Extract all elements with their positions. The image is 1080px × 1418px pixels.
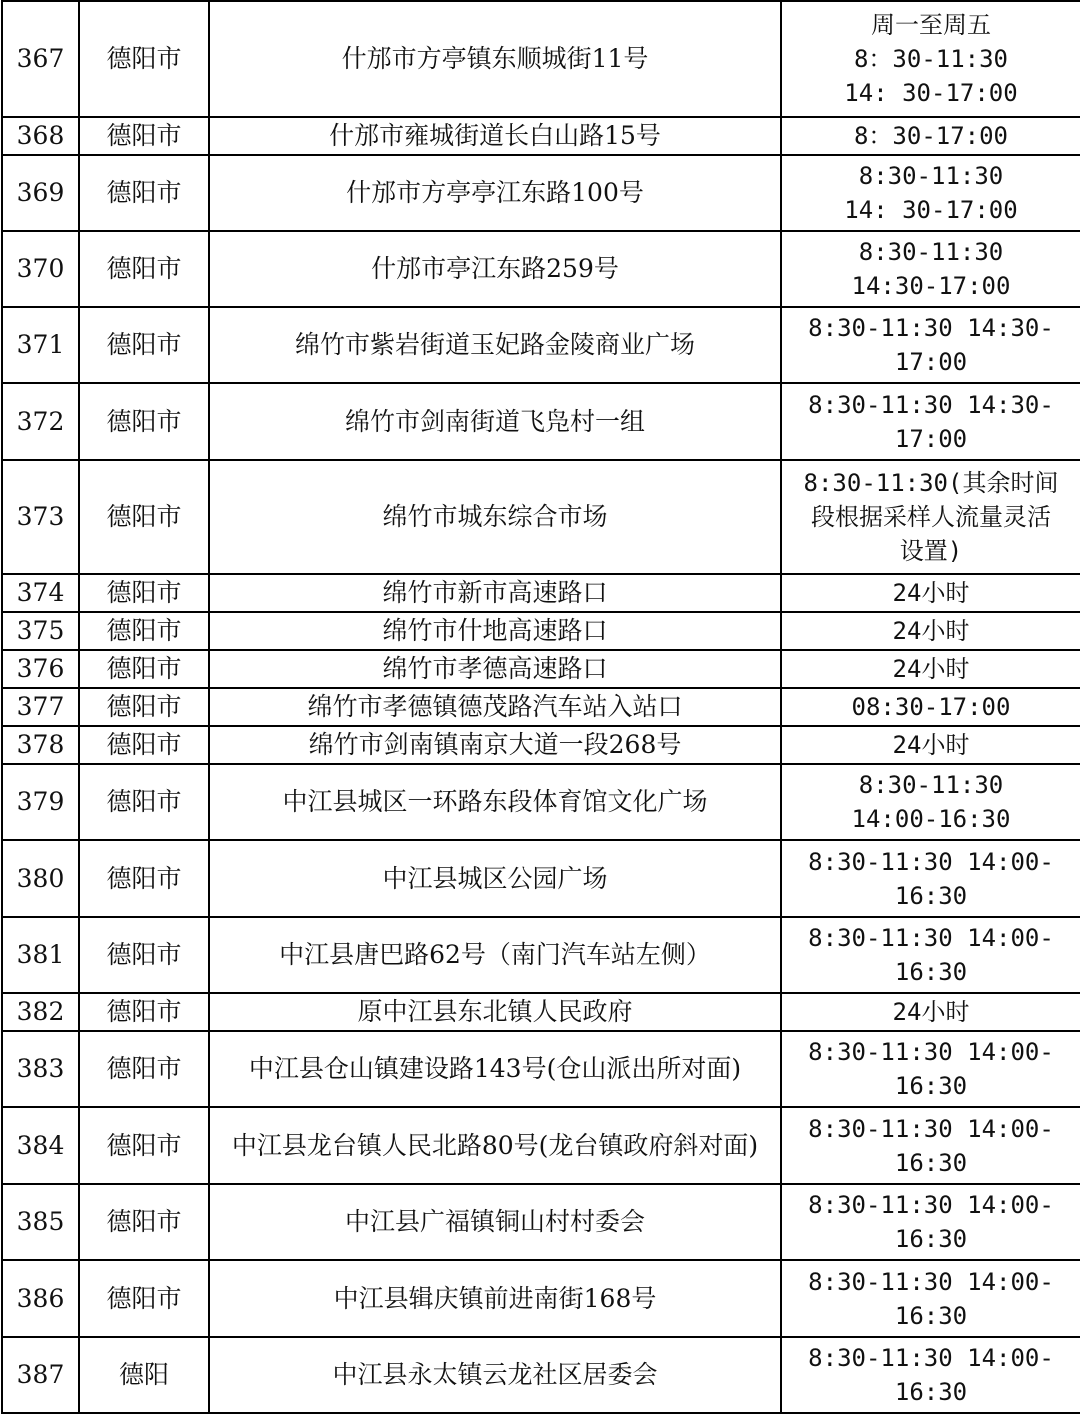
row-city: 德阳市 bbox=[79, 1260, 209, 1337]
row-number: 368 bbox=[2, 117, 79, 155]
sampling-sites-table bbox=[1, 0, 1080, 1414]
row-number: 372 bbox=[2, 383, 79, 460]
row-city: 德阳市 bbox=[79, 231, 209, 307]
row-hours: 8:30-11:30 14:00- 16:30 bbox=[781, 1107, 1080, 1184]
row-address: 中江县城区一环路东段体育馆文化广场 bbox=[209, 764, 781, 840]
table-row bbox=[2, 726, 1080, 764]
row-number: 378 bbox=[2, 726, 79, 764]
row-city: 德阳市 bbox=[79, 1, 209, 117]
row-number: 370 bbox=[2, 231, 79, 307]
table-row bbox=[2, 1, 1080, 117]
row-city: 德阳市 bbox=[79, 688, 209, 726]
table-row bbox=[2, 840, 1080, 917]
row-hours: 8:30-11:30 14:00- 16:30 bbox=[781, 1337, 1080, 1413]
table-row bbox=[2, 688, 1080, 726]
row-hours: 24小时 bbox=[781, 726, 1080, 764]
table-row bbox=[2, 1260, 1080, 1337]
row-hours: 8:30-11:30 14:00- 16:30 bbox=[781, 840, 1080, 917]
row-hours: 8:30-11:30(其余时间 段根据采样人流量灵活 设置) bbox=[781, 460, 1080, 574]
row-hours: 8:30-11:30 14:00- 16:30 bbox=[781, 917, 1080, 993]
table-row bbox=[2, 1107, 1080, 1184]
row-city: 德阳市 bbox=[79, 764, 209, 840]
row-number: 386 bbox=[2, 1260, 79, 1337]
table-row bbox=[2, 1031, 1080, 1107]
table-row bbox=[2, 764, 1080, 840]
row-city: 德阳市 bbox=[79, 155, 209, 231]
row-city: 德阳 bbox=[79, 1337, 209, 1413]
row-number: 379 bbox=[2, 764, 79, 840]
table-body bbox=[2, 1, 1080, 1413]
row-hours: 8:30-11:30 14:00-16:30 bbox=[781, 764, 1080, 840]
row-hours: 8:30-11:30 14:00- 16:30 bbox=[781, 1031, 1080, 1107]
row-address: 绵竹市城东综合市场 bbox=[209, 460, 781, 574]
row-address: 绵竹市什地高速路口 bbox=[209, 612, 781, 650]
row-number: 375 bbox=[2, 612, 79, 650]
row-number: 383 bbox=[2, 1031, 79, 1107]
row-hours: 8:30-11:30 14:00- 16:30 bbox=[781, 1184, 1080, 1260]
table-row bbox=[2, 993, 1080, 1031]
table-row bbox=[2, 917, 1080, 993]
table-row bbox=[2, 460, 1080, 574]
row-number: 387 bbox=[2, 1337, 79, 1413]
row-hours: 24小时 bbox=[781, 650, 1080, 688]
row-hours: 24小时 bbox=[781, 574, 1080, 612]
row-city: 德阳市 bbox=[79, 917, 209, 993]
row-address: 绵竹市紫岩街道玉妃路金陵商业广场 bbox=[209, 307, 781, 383]
row-hours: 周一至周五 8：30-11:30 14: 30-17:00 bbox=[781, 1, 1080, 117]
row-city: 德阳市 bbox=[79, 1031, 209, 1107]
row-address: 绵竹市孝德镇德茂路汽车站入站口 bbox=[209, 688, 781, 726]
table-row bbox=[2, 155, 1080, 231]
row-address: 什邡市方亭亭江东路100号 bbox=[209, 155, 781, 231]
row-address: 中江县龙台镇人民北路80号(龙台镇政府斜对面) bbox=[209, 1107, 781, 1184]
row-hours: 8:30-11:30 14:30- 17:00 bbox=[781, 383, 1080, 460]
row-address: 中江县广福镇铜山村村委会 bbox=[209, 1184, 781, 1260]
row-hours: 8:30-11:30 14: 30-17:00 bbox=[781, 155, 1080, 231]
table-row bbox=[2, 650, 1080, 688]
row-number: 380 bbox=[2, 840, 79, 917]
row-address: 中江县永太镇云龙社区居委会 bbox=[209, 1337, 781, 1413]
row-hours: 8：30-17:00 bbox=[781, 117, 1080, 155]
table-row bbox=[2, 117, 1080, 155]
row-address: 中江县城区公园广场 bbox=[209, 840, 781, 917]
row-number: 376 bbox=[2, 650, 79, 688]
row-address: 绵竹市剑南街道飞凫村一组 bbox=[209, 383, 781, 460]
row-city: 德阳市 bbox=[79, 612, 209, 650]
row-number: 377 bbox=[2, 688, 79, 726]
row-address: 绵竹市新市高速路口 bbox=[209, 574, 781, 612]
table-row bbox=[2, 383, 1080, 460]
row-number: 381 bbox=[2, 917, 79, 993]
table-row bbox=[2, 307, 1080, 383]
row-city: 德阳市 bbox=[79, 307, 209, 383]
row-address: 中江县辑庆镇前进南街168号 bbox=[209, 1260, 781, 1337]
row-hours: 8:30-11:30 14:00- 16:30 bbox=[781, 1260, 1080, 1337]
row-address: 中江县唐巴路62号（南门汽车站左侧） bbox=[209, 917, 781, 993]
row-number: 371 bbox=[2, 307, 79, 383]
row-number: 384 bbox=[2, 1107, 79, 1184]
row-city: 德阳市 bbox=[79, 460, 209, 574]
row-address: 绵竹市剑南镇南京大道一段268号 bbox=[209, 726, 781, 764]
row-hours: 24小时 bbox=[781, 612, 1080, 650]
row-number: 385 bbox=[2, 1184, 79, 1260]
row-hours: 8:30-11:30 14:30-17:00 bbox=[781, 231, 1080, 307]
row-number: 367 bbox=[2, 1, 79, 117]
row-address: 绵竹市孝德高速路口 bbox=[209, 650, 781, 688]
row-city: 德阳市 bbox=[79, 993, 209, 1031]
row-hours: 8:30-11:30 14:30- 17:00 bbox=[781, 307, 1080, 383]
row-number: 369 bbox=[2, 155, 79, 231]
row-address: 什邡市亭江东路259号 bbox=[209, 231, 781, 307]
row-city: 德阳市 bbox=[79, 117, 209, 155]
row-hours: 08:30-17:00 bbox=[781, 688, 1080, 726]
table-row bbox=[2, 231, 1080, 307]
row-city: 德阳市 bbox=[79, 726, 209, 764]
row-number: 374 bbox=[2, 574, 79, 612]
row-city: 德阳市 bbox=[79, 650, 209, 688]
row-address: 原中江县东北镇人民政府 bbox=[209, 993, 781, 1031]
row-hours: 24小时 bbox=[781, 993, 1080, 1031]
table-row bbox=[2, 1184, 1080, 1260]
table-row bbox=[2, 612, 1080, 650]
row-address: 什邡市雍城街道长白山路15号 bbox=[209, 117, 781, 155]
row-city: 德阳市 bbox=[79, 574, 209, 612]
table-row bbox=[2, 574, 1080, 612]
row-city: 德阳市 bbox=[79, 840, 209, 917]
row-city: 德阳市 bbox=[79, 383, 209, 460]
row-number: 373 bbox=[2, 460, 79, 574]
row-city: 德阳市 bbox=[79, 1107, 209, 1184]
table-row bbox=[2, 1337, 1080, 1413]
row-address: 什邡市方亭镇东顺城街11号 bbox=[209, 1, 781, 117]
row-number: 382 bbox=[2, 993, 79, 1031]
row-city: 德阳市 bbox=[79, 1184, 209, 1260]
row-address: 中江县仓山镇建设路143号(仓山派出所对面) bbox=[209, 1031, 781, 1107]
